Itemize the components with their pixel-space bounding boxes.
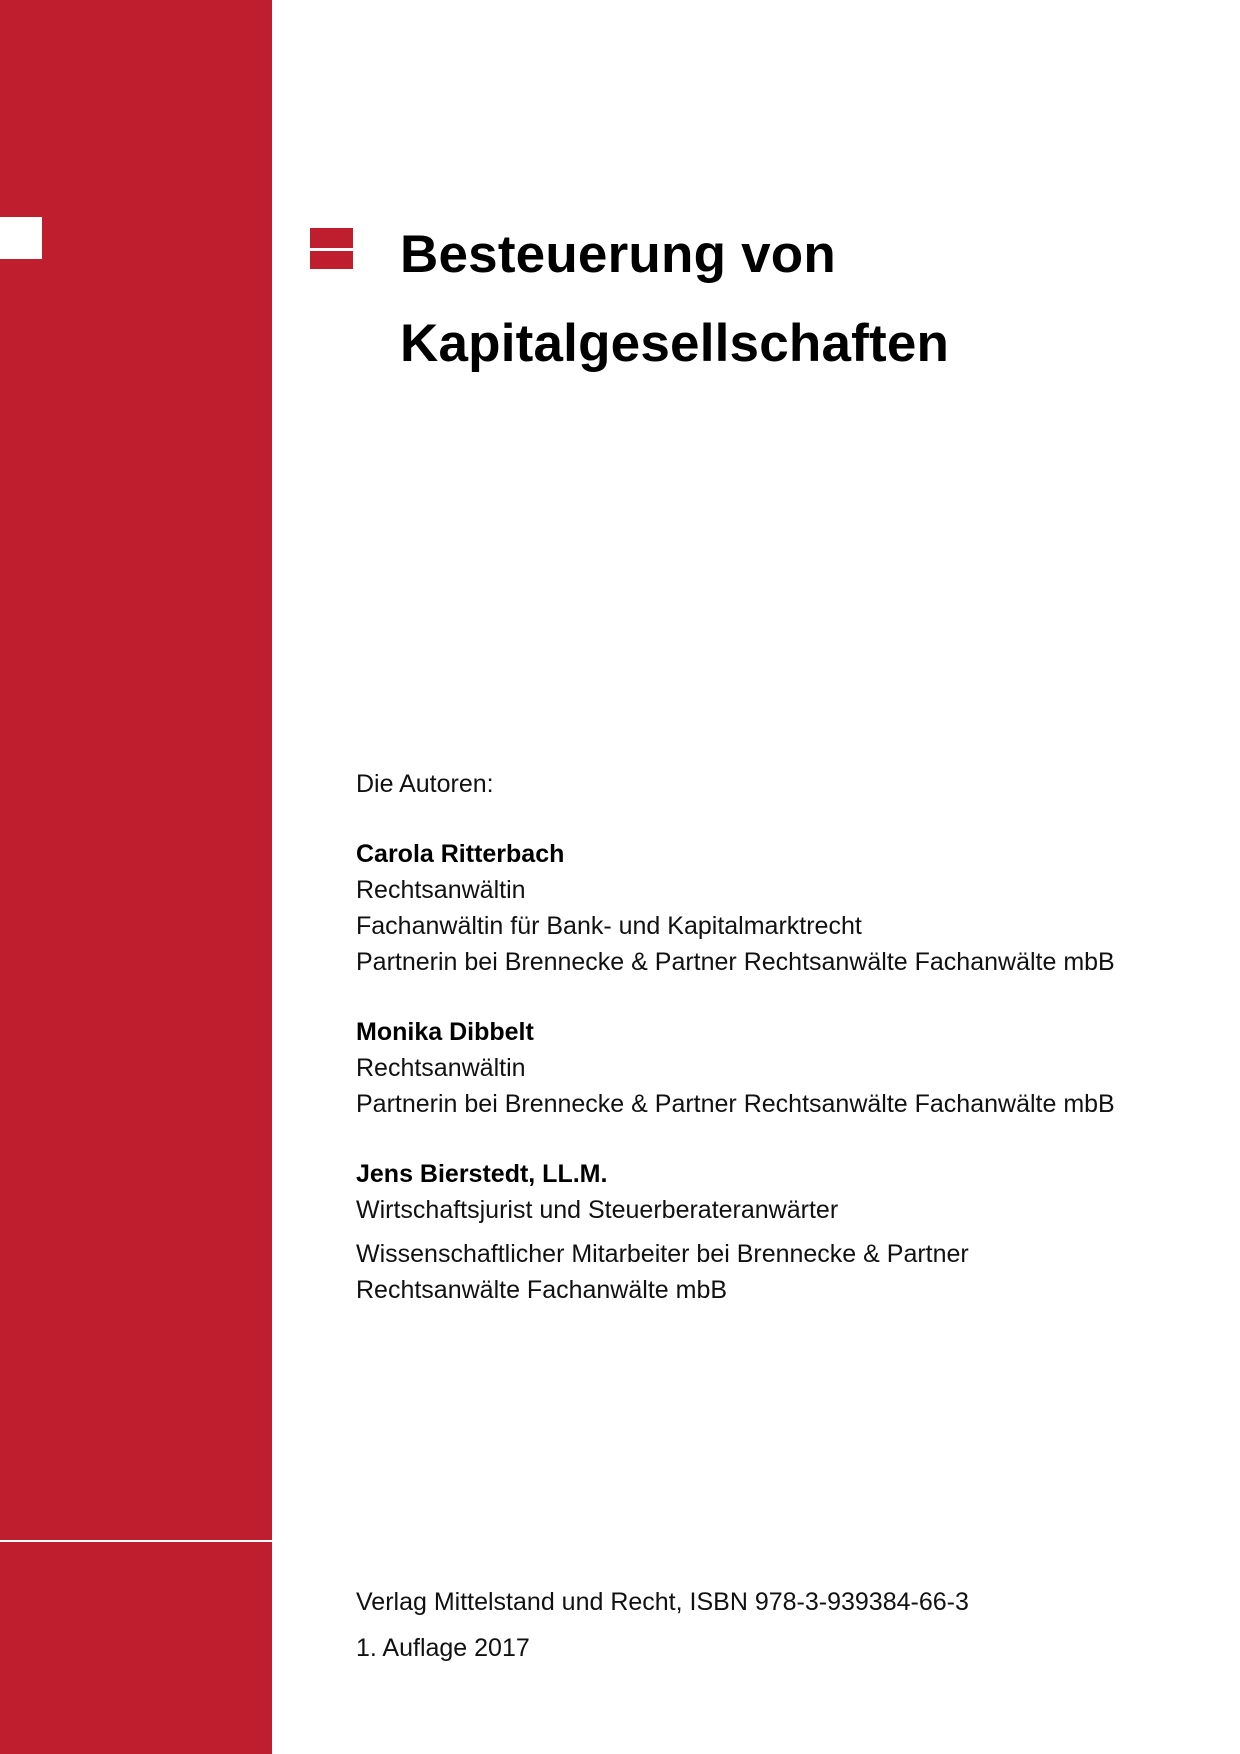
edition: 1. Auflage 2017 [356, 1634, 530, 1662]
author-affiliation-continued: Rechtsanwälte Fachanwälte mbB [356, 1276, 728, 1304]
author-entry [356, 1156, 1216, 1308]
authors-section [356, 766, 1216, 1342]
sidebar-divider [0, 1540, 272, 1542]
author-role: Rechtsanwältin [356, 876, 526, 904]
author-name: Monika Dibbelt [356, 1018, 534, 1046]
author-affiliation: Partnerin bei Brennecke & Partner Rechtsanwälte Fachanwälte mbB [356, 1090, 1115, 1118]
title-square-icon-stripe [310, 248, 353, 251]
document-title [400, 210, 949, 388]
title-line-2: Kapitalgesellschaften [400, 314, 950, 373]
author-role: Rechtsanwältin [356, 1054, 526, 1082]
title-square-icon [310, 228, 353, 269]
publisher-section [356, 1584, 969, 1676]
author-name: Carola Ritterbach [356, 840, 565, 868]
author-entry [356, 1014, 1216, 1122]
author-name: Jens Bierstedt, LL.M. [356, 1160, 608, 1188]
author-affiliation: Wissenschaftlicher Mitarbeiter bei Brennecke & Partner [356, 1240, 969, 1268]
sidebar-marker [0, 217, 42, 259]
author-role: Fachanwältin für Bank- und Kapitalmarktrecht [356, 912, 862, 940]
author-entry [356, 836, 1216, 980]
author-affiliation: Partnerin bei Brennecke & Partner Rechtsanwälte Fachanwälte mbB [356, 948, 1115, 976]
publisher-isbn: Verlag Mittelstand und Recht, ISBN 978-3-939384-66-3 [356, 1588, 969, 1616]
author-role: Wirtschaftsjurist und Steuerberateranwärter [356, 1196, 839, 1224]
title-line-1: Besteuerung von [400, 225, 836, 284]
sidebar-band [0, 0, 272, 1754]
authors-label: Die Autoren: [356, 770, 494, 798]
